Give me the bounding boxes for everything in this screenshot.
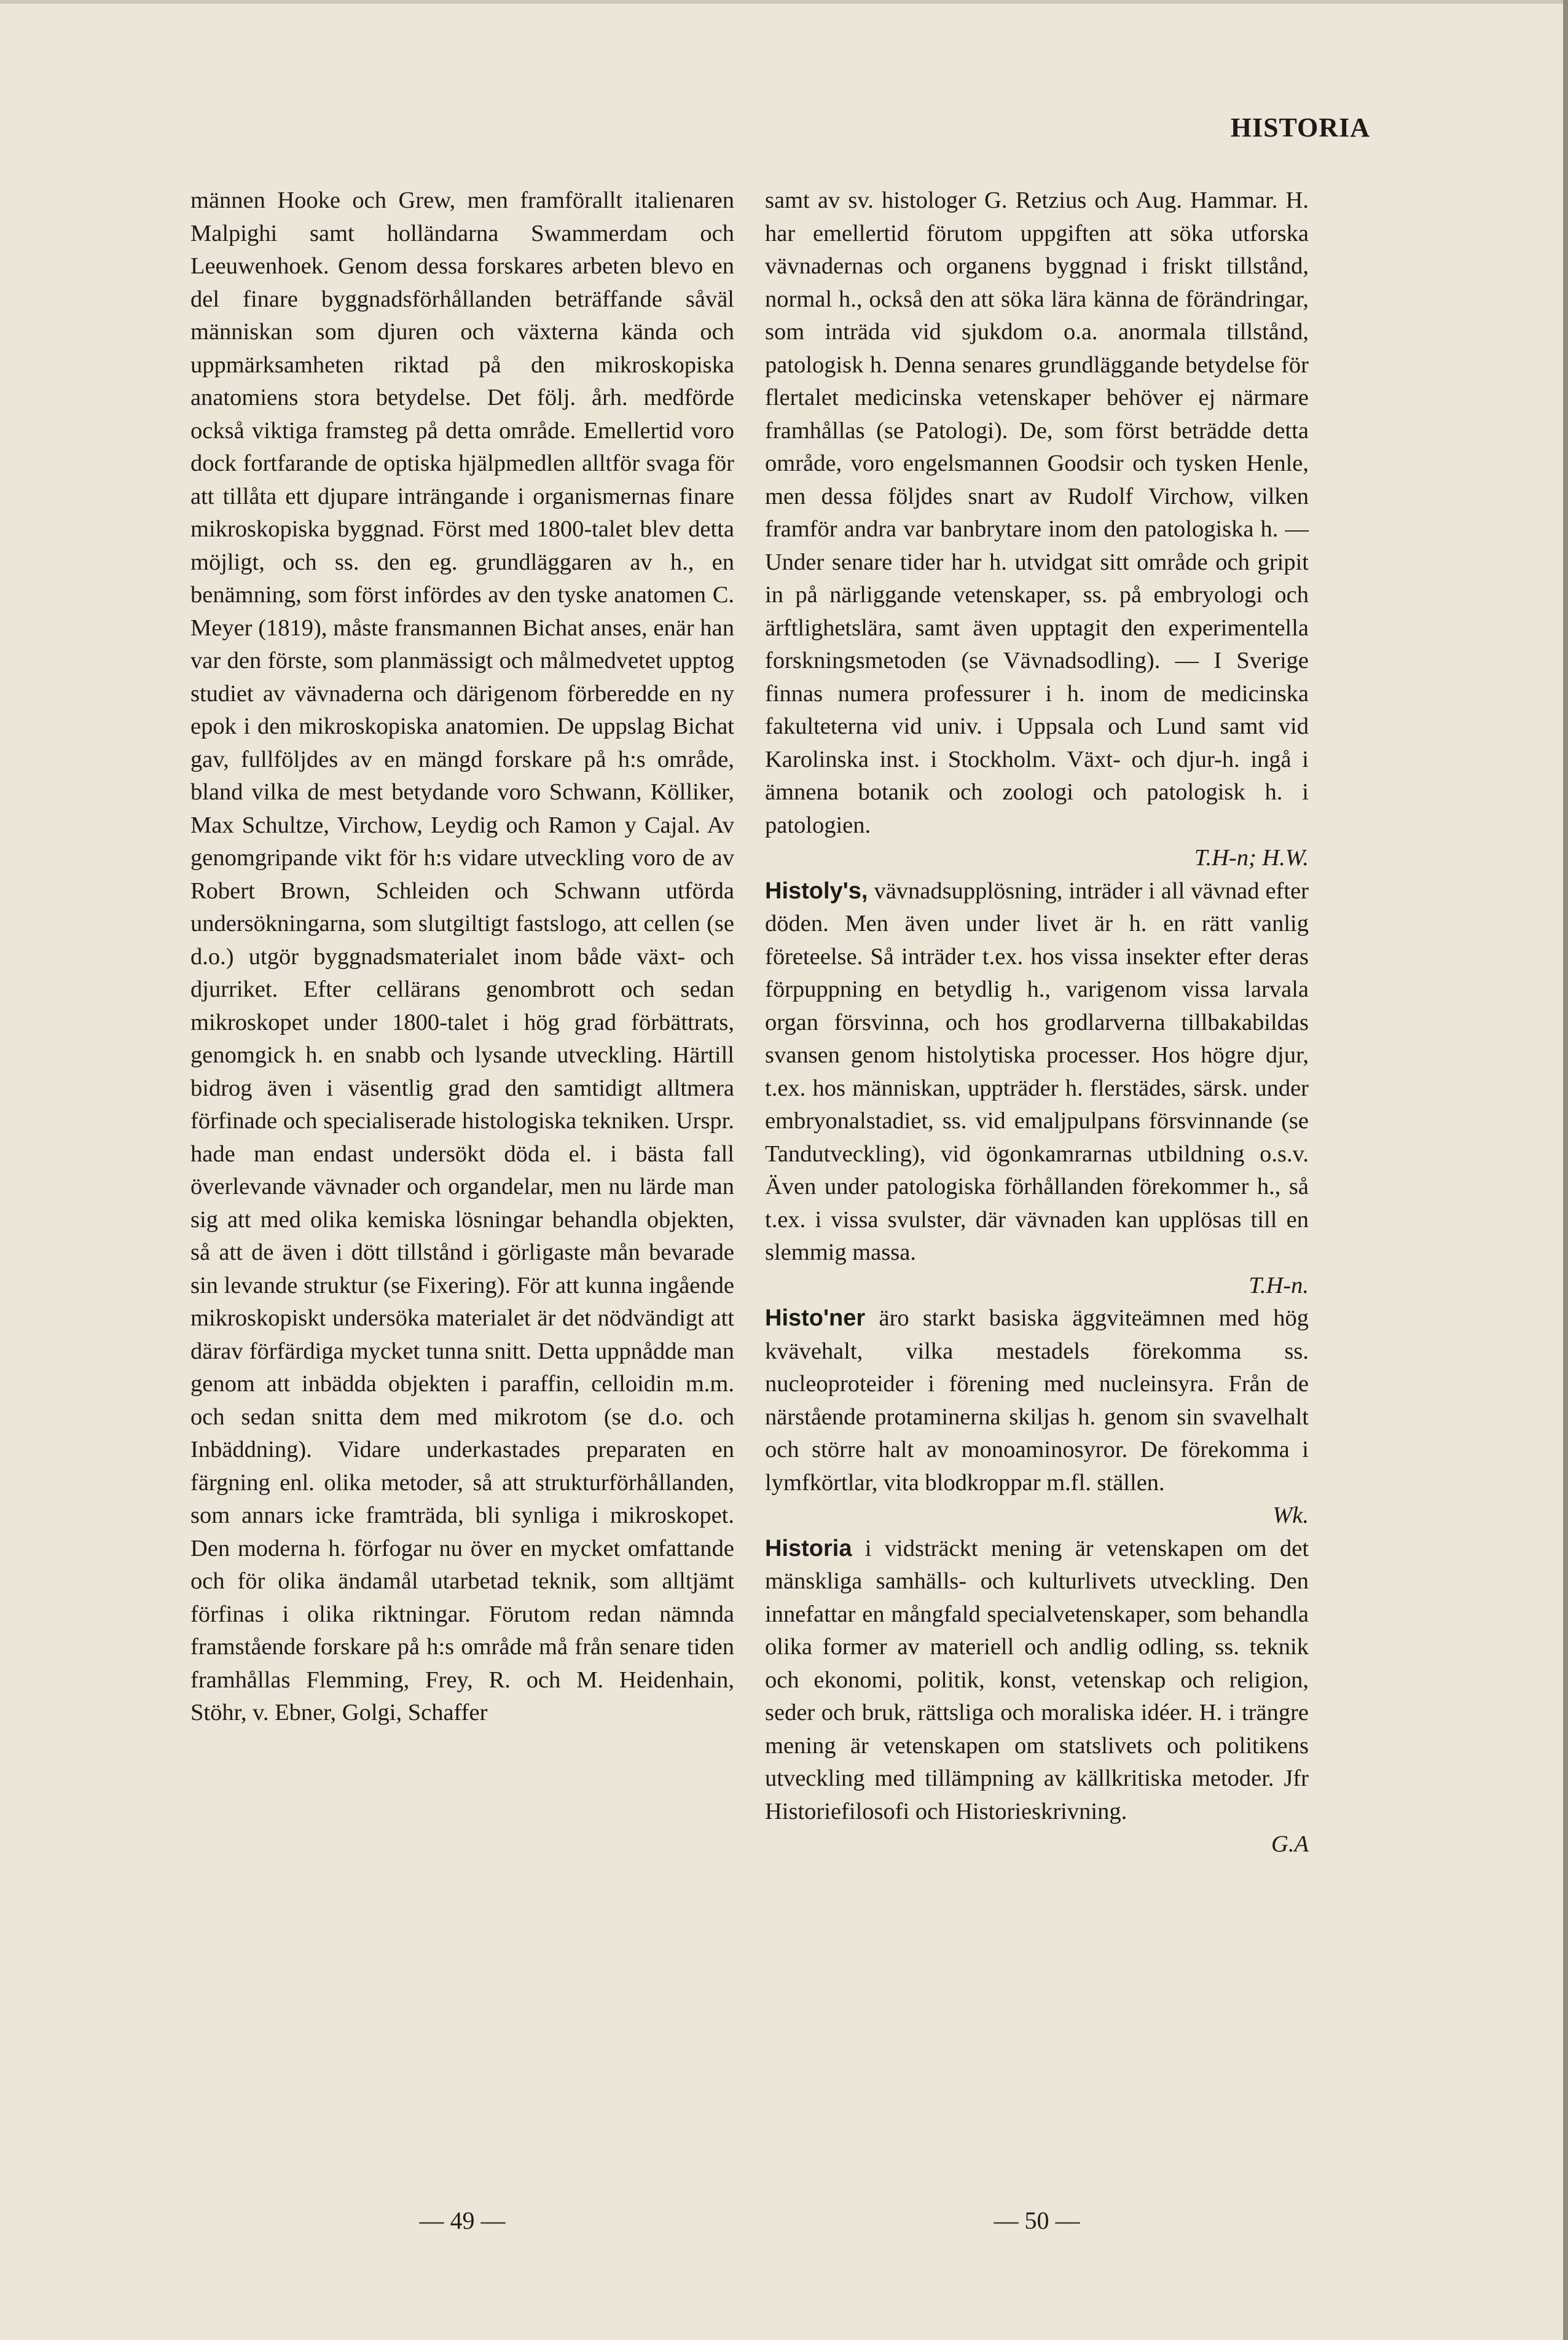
page-number-right: — 50 — — [994, 2207, 1080, 2234]
entry-histoner — [765, 1302, 1309, 1533]
entry-signature: Wk. — [1272, 1502, 1309, 1528]
left-column — [190, 184, 734, 1730]
entry-text: i vidsträckt mening är vetenskapen om det mänskliga samhälls- och kulturlivets utveckling. Den innefattar en mångfald specialvetenskaper, som behandla olika former av materiell och andlig odling, ss. teknik och ekonomi, politik, konst, vetenskap och religion, seder och bruk, rättsliga och moraliska idéer. H. i trängre mening är vetenskapen om statslivets och politikens utveckling med tillämpning av källkritiska metoder. Jfr Historiefilosofi och Historieskrivning. — [765, 1535, 1309, 1824]
left-column-text: männen Hooke och Grew, men framförallt italienaren Malpighi samt holländarna Swammerdam och Leeuwenhoek. Genom dessa forskares arbeten blevo en del finare byggnadsförhållanden beträffande såväl människan som djuren och växterna kända och uppmärksamheten riktad på den mikroskopiska anatomiens stora betydelse. Det följ. årh. medförde också viktiga framsteg på detta område. Emellertid voro dock fortfarande de optiska hjälpmedlen alltför svaga för att tillåta ett djupare inträngande i organismernas finare mikroskopiska byggnad. Först med 1800-talet blev detta möjligt, och ss. den eg. grundläggaren av h., en benämning, som först infördes av den tyske anatomen C. Meyer (1819), måste fransmannen Bichat anses, enär han var den förste, som planmässigt och målmedvetet upptog studiet av vävnaderna och därigenom förberedde en ny epok i den mikroskopiska anatomien. De uppslag Bichat gav, fullföljdes av en mängd forskare på h:s område, bland vilka de mest betydande voro Schwann, Kölliker, Max Schultze, Virchow, Leydig och Ramon y Cajal. Av genomgripande vikt för h:s vidare utveckling voro de av Robert Brown, Schleiden och Schwann utförda undersökningarna, som slutgiltigt fastslogo, att cellen (se d.o.) utgör byggnadsmaterialet inom både växt- och djurriket. Efter cellärans genombrott och sedan mikroskopet under 1800-talet i hög grad förbättrats, genomgick h. en snabb och lysande utveckling. Härtill bidrog även i väsentlig grad den samtidigt alltmera förfinade och specialiserade histologiska tekniken. Urspr. hade man endast undersökt döda el. i bästa fall överlevande vävnader och organdelar, men nu lärde man sig att med olika kemiska lösningar behandla objekten, så att de även i dött tillstånd i görligaste mån bevarade sin levande struktur (se Fixering). För att kunna ingående mikroskopiskt undersöka materialet är det nödvändigt att därav förfärdiga mycket tunna snitt. Detta uppnådde man genom att inbädda objekten i paraffin, celloidin m.m. och sedan snitta dem med mikrotom (se d.o. och Inbäddning). Vidare underkastades preparaten en färgning enl. olika metoder, så att strukturförhållanden, som annars icke framträda, bli synliga i mikroskopet. Den moderna h. förfogar nu över en mycket omfattande och för olika ändamål utarbetad teknik, som alltjämt förfinas i olika riktningar. Förutom redan nämnda framstående forskare på h:s område må från senare tiden framhållas Flemming, Frey, R. och M. Heidenhain, Stöhr, v. Ebner, Golgi, Schaffer — [190, 187, 734, 1726]
entry-text: vävnadsupplösning, inträder i all vävnad efter döden. Men även under livet är h. en rätt vanlig företeelse. Så inträder t.ex. hos vissa insekter efter deras förpuppning en betydlig h., varigenom vissa larvala organ försvinna, och hos grodlarverna tillbakabildas svansen genom histolytiska processer. Hos högre djur, t.ex. hos människan, uppträder h. flerstädes, särsk. under embryonalstadiet, ss. vid emaljpulpans försvinnande (se Tandutveckling), vid ögonkamrarnas utbildning o.s.v. Även under patologiska förhållanden förekommer h., så t.ex. i vissa svulster, där vävnaden kan upplösas till en slemmig massa. — [765, 878, 1309, 1265]
entry-historia — [765, 1533, 1309, 1861]
entry-signature: G.A — [1271, 1831, 1309, 1857]
entry-text: äro starkt basiska äggviteämnen med hög kvävehalt, vilka mestadels förekomma ss. nucleoproteider i förening med nucleinsyra. Från de närstående protaminerna skiljas h. genom sin svavelhalt och större halt av monoaminosyror. De förekomma i lymfkörtlar, vita blodkroppar m.fl. ställen. — [765, 1305, 1309, 1496]
continuation-signature: T.H-n; H.W. — [1194, 845, 1309, 871]
entry-headword: Histo'ner — [765, 1305, 866, 1331]
entry-headword: Histoly's, — [765, 878, 868, 904]
running-head: HISTORIA — [1230, 112, 1370, 143]
page-number-left: — 49 — — [419, 2207, 506, 2234]
entry-signature: T.H-n. — [1249, 1272, 1309, 1298]
entry-headword: Historia — [765, 1535, 852, 1561]
top-edge — [0, 0, 1568, 4]
continuation-body: samt av sv. histologer G. Retzius och Aug. Hammar. H. har emellertid förutom uppgiften att söka utforska vävnadernas och organens byggnad i friskt tillstånd, normal h., också den att söka lära känna de förändringar, som inträda vid sjukdom o.a. anormala tillstånd, patologisk h. Denna senares grundläggande betydelse för flertalet medicinska vetenskaper behöver ej närmare framhållas (se Patologi). De, som först beträdde detta område, voro engelsmannen Goodsir och tysken Henle, men dessa följdes snart av Rudolf Virchow, vilken framför andra var banbrytare inom den patologiska h. — Under senare tider har h. utvidgat sitt område och gripit in på närliggande vetenskaper, ss. på embryologi och ärftlighetslära, samt även upptagit den experimentella forskningsmetoden (se Vävnadsodling). — I Sverige finnas numera professurer i h. inom de medicinska fakulteterna vid univ. i Uppsala och Lund samt vid Karolinska inst. i Stockholm. Växt- och djur-h. ingå i ämnena botanik och zoologi och patologisk h. i patologien. — [765, 187, 1309, 838]
continuation-text — [765, 184, 1309, 875]
right-edge-shadow — [1563, 0, 1568, 2340]
right-column — [765, 184, 1309, 1861]
entry-histolys — [765, 875, 1309, 1303]
